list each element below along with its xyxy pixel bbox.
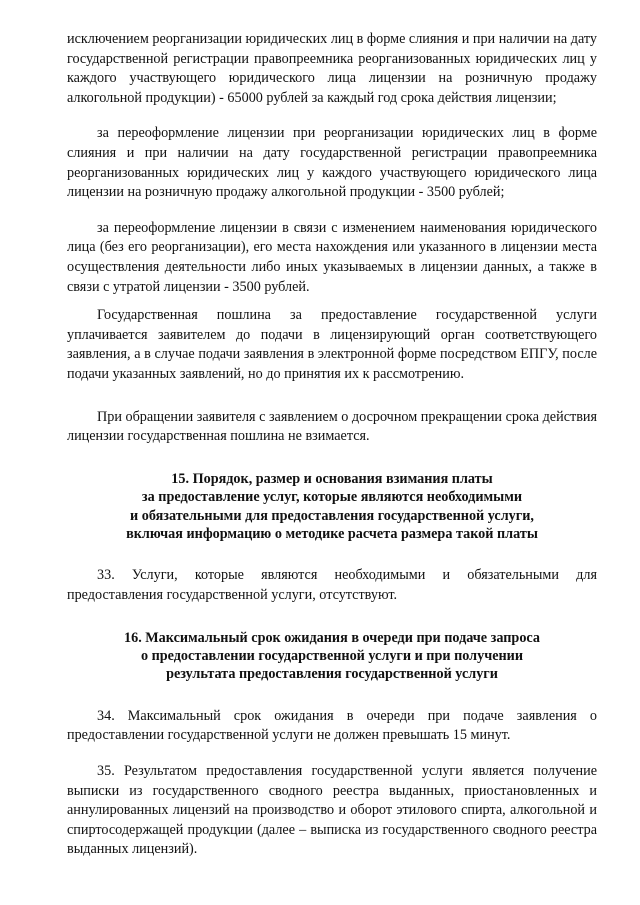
section-heading-line: и обязательными для предоставления государственной услуги, — [130, 507, 534, 524]
section-heading-line: результата предоставления государственной услуги — [166, 666, 498, 683]
paragraph-fee-payment-timing: Государственная пошлина за предоставление государственной услуги уплачивается заявителем до подачи в лицензирующий орган соответствующего заявления, а в случае подачи заявления в электронной форме посредством ЕПГУ, после подачи указанных заявлений, но до принятия их к рассмотрению. — [67, 307, 597, 382]
paragraph-34: 34. Максимальный срок ожидания в очереди при подаче заявления о предоставлении государственной услуги не должен превышать 15 минут. — [67, 707, 597, 744]
paragraph-fee-reissue-merger: за переоформление лицензии при реорганизации юридических лиц в форме слияния и при наличии на дату государственной регистрации правопреемника реорганизованных юридических лиц у каждого участвующего юридического лица лицензии на розничную продажу алкогольной продукции - 3500 рублей; — [67, 125, 597, 201]
paragraph-33: 33. Услуги, которые являются необходимыми и обязательными для предоставления государственной услуги, отсутствуют. — [67, 567, 597, 603]
section-heading-line: 15. Порядок, размер и основания взимания платы — [171, 470, 493, 487]
section-heading-16 — [67, 629, 597, 684]
section-heading-line: включая информацию о методике расчета размера такой платы — [126, 525, 538, 542]
paragraph-35: 35. Результатом предоставления государственной услуги является получение выписки из государственного сводного реестра выданных, приостановленных и аннулированных лицензий на производство и оборот этилового спирта, алкогольной и спиртосодержащей продукции (далее – выписка из государственного сводного реестра выданных лицензий). — [67, 762, 597, 858]
paragraph-no-fee-early-termination: При обращении заявителя с заявлением о досрочном прекращении срока действия лицензии государственная пошлина не взимается. — [67, 408, 598, 445]
paragraph-fee-merger-continuation: исключением реорганизации юридических лиц в форме слияния и при наличии на дату государственной регистрации правопреемника реорганизованных юридических лиц у каждого участвующего юридического лица лицензии на розничную продажу алкогольной продукции) - 65000 рублей за каждый год срока действия лицензии; — [67, 31, 597, 106]
paragraph-fee-reissue-name-change: за переоформление лицензии в связи с изменением наименования юридического лица (без его реорганизации), его места нахождения или указанного в лицензии места осуществления деятельности либо иных указываемых в лицензии данных, а также в связи с утратой лицензии - 3500 рублей. — [67, 219, 597, 295]
section-heading-line: 16. Максимальный срок ожидания в очереди при подаче запроса — [124, 629, 540, 646]
section-heading-line: о предоставлении государственной услуги и при получении — [140, 647, 524, 664]
section-heading-line: за предоставление услуг, которые являются необходимыми — [141, 489, 523, 506]
document-page — [67, 30, 597, 860]
section-heading-15 — [67, 470, 597, 544]
